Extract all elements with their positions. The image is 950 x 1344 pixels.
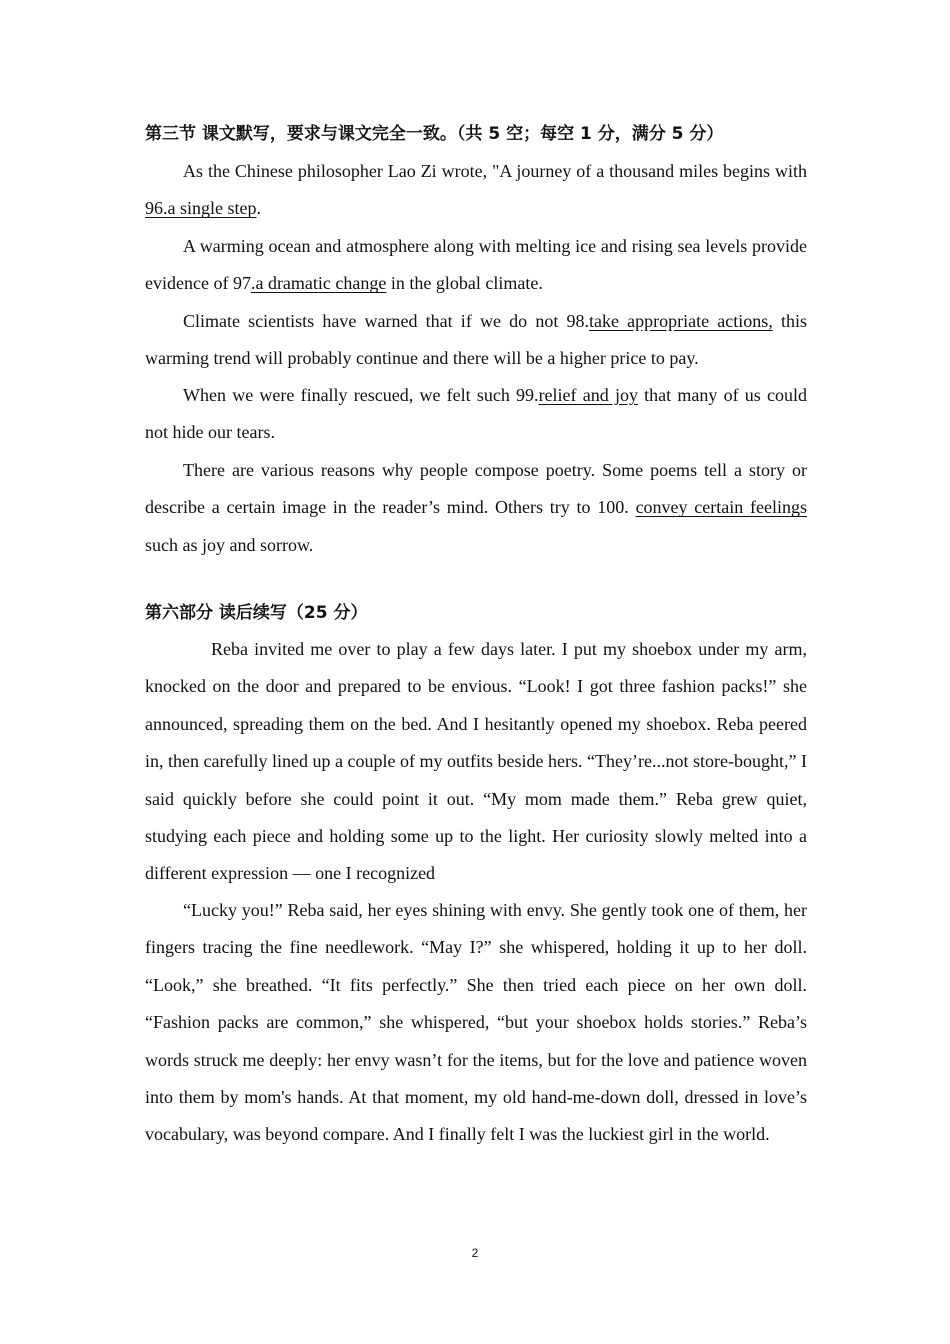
item-text-after: . (256, 198, 261, 219)
item-text-after: this warming trend will probably continue and there will be a higher price to pay. (145, 311, 807, 369)
recitation-item-97 (145, 228, 807, 303)
item-text-after: in the global climate. (386, 273, 543, 294)
part-6-heading: 第六部分 读后续写（25 分） (145, 603, 368, 623)
item-text-before: As the Chinese philosopher Lao Zi wrote, "A journey of a thousand miles begins with (183, 161, 807, 181)
answer-100: convey certain feelings (635, 497, 807, 518)
item-text-before: A warming ocean and atmosphere along with melting ice and rising sea levels provide evidence of 97 (145, 236, 807, 294)
answer-97: .a dramatic change (250, 273, 387, 294)
story-paragraph-1: Reba invited me over to play a few days later. I put my shoebox under my arm, knocked on the door and prepared to be envious. “Look! I got three fashion packs!” she announced, spreading them on the bed. And I hesitantly opened my shoebox. Reba peered in, then carefully lined up a couple of my outfits beside hers. “They’re...not store-bought,” I said quickly before she could point it out. “My mom made them.” Reba grew quiet, studying each piece and holding some up to the light. Her curiosity slowly melted into a different expression — one I recognized (145, 639, 807, 884)
recitation-item-96 (145, 153, 807, 228)
story-paragraph-2: “Lucky you!” Reba said, her eyes shining with envy. She gently took one of them, her fingers tracing the fine needlework. “May I?” she whispered, holding it up to her doll. “Look,” she breathed. “It fits perfectly.” She then tried each piece on her own doll. “Fashion packs are common,” she whispered, “but your shoebox holds stories.” Reba’s words struck me deeply: her envy wasn’t for the items, but for the love and patience woven into them by mom's hands. At that moment, my old hand-me-down doll, dressed in love’s vocabulary, was beyond compare. And I finally felt I was the luckiest girl in the world. (145, 900, 807, 1145)
recitation-item-100 (145, 452, 807, 564)
item-text-before: There are various reasons why people compose poetry. Some poems tell a story or describe a certain image in the reader’s mind. Others try to 100. (145, 460, 807, 518)
answer-96: 96.a single step (145, 198, 257, 219)
item-text-before: When we were finally rescued, we felt such 99. (183, 385, 539, 405)
item-text-before: Climate scientists have warned that if we do not 98. (183, 311, 590, 331)
answer-98: take appropriate actions, (589, 311, 773, 331)
page-number: 2 (471, 1246, 479, 1260)
recitation-item-98 (145, 303, 807, 378)
answer-99: relief and joy (538, 385, 638, 405)
item-text-after: such as joy and sorrow. (145, 534, 314, 555)
section-3-heading: 第三节 课文默写，要求与课文完全一致。（共 5 空；每空 1 分，满分 5 分） (145, 124, 724, 144)
item-text-after: that many of us could not hide our tears. (145, 385, 807, 443)
recitation-item-99 (145, 377, 807, 452)
